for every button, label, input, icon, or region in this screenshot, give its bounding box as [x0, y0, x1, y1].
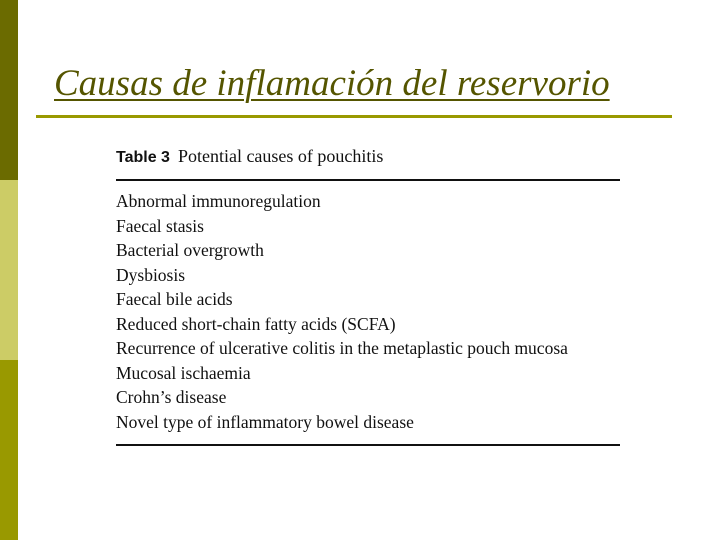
- cause-item: Faecal stasis: [116, 215, 204, 236]
- slide-title: Causas de inflamación del reservorio: [54, 63, 610, 104]
- title-underline-rule: [36, 115, 672, 118]
- cause-item: Mucosal ischaemia: [116, 362, 251, 383]
- causes-table: [116, 145, 620, 446]
- table-label: Table 3: [116, 149, 170, 166]
- cause-item: Novel type of inflammatory bowel disease: [116, 411, 414, 432]
- cause-item: Reduced short-chain fatty acids (SCFA): [116, 313, 396, 334]
- cause-item: Faecal bile acids: [116, 289, 233, 309]
- accent-bar-middle: [0, 180, 18, 360]
- table-top-rule: [116, 179, 620, 181]
- table-bottom-rule: [116, 444, 620, 446]
- table-caption: [116, 145, 620, 169]
- causes-list: [116, 189, 620, 434]
- accent-bar-top: [0, 0, 18, 180]
- table-caption-text: Potential causes of pouchitis: [177, 146, 384, 166]
- cause-item: Recurrence of ulcerative colitis in the metaplastic pouch mucosa: [116, 338, 568, 358]
- cause-item: Crohn’s disease: [116, 387, 227, 407]
- cause-item: Dysbiosis: [116, 264, 186, 285]
- accent-bar-bottom: [0, 360, 18, 540]
- cause-item: Abnormal immunoregulation: [116, 191, 321, 211]
- cause-item: Bacterial overgrowth: [116, 240, 264, 260]
